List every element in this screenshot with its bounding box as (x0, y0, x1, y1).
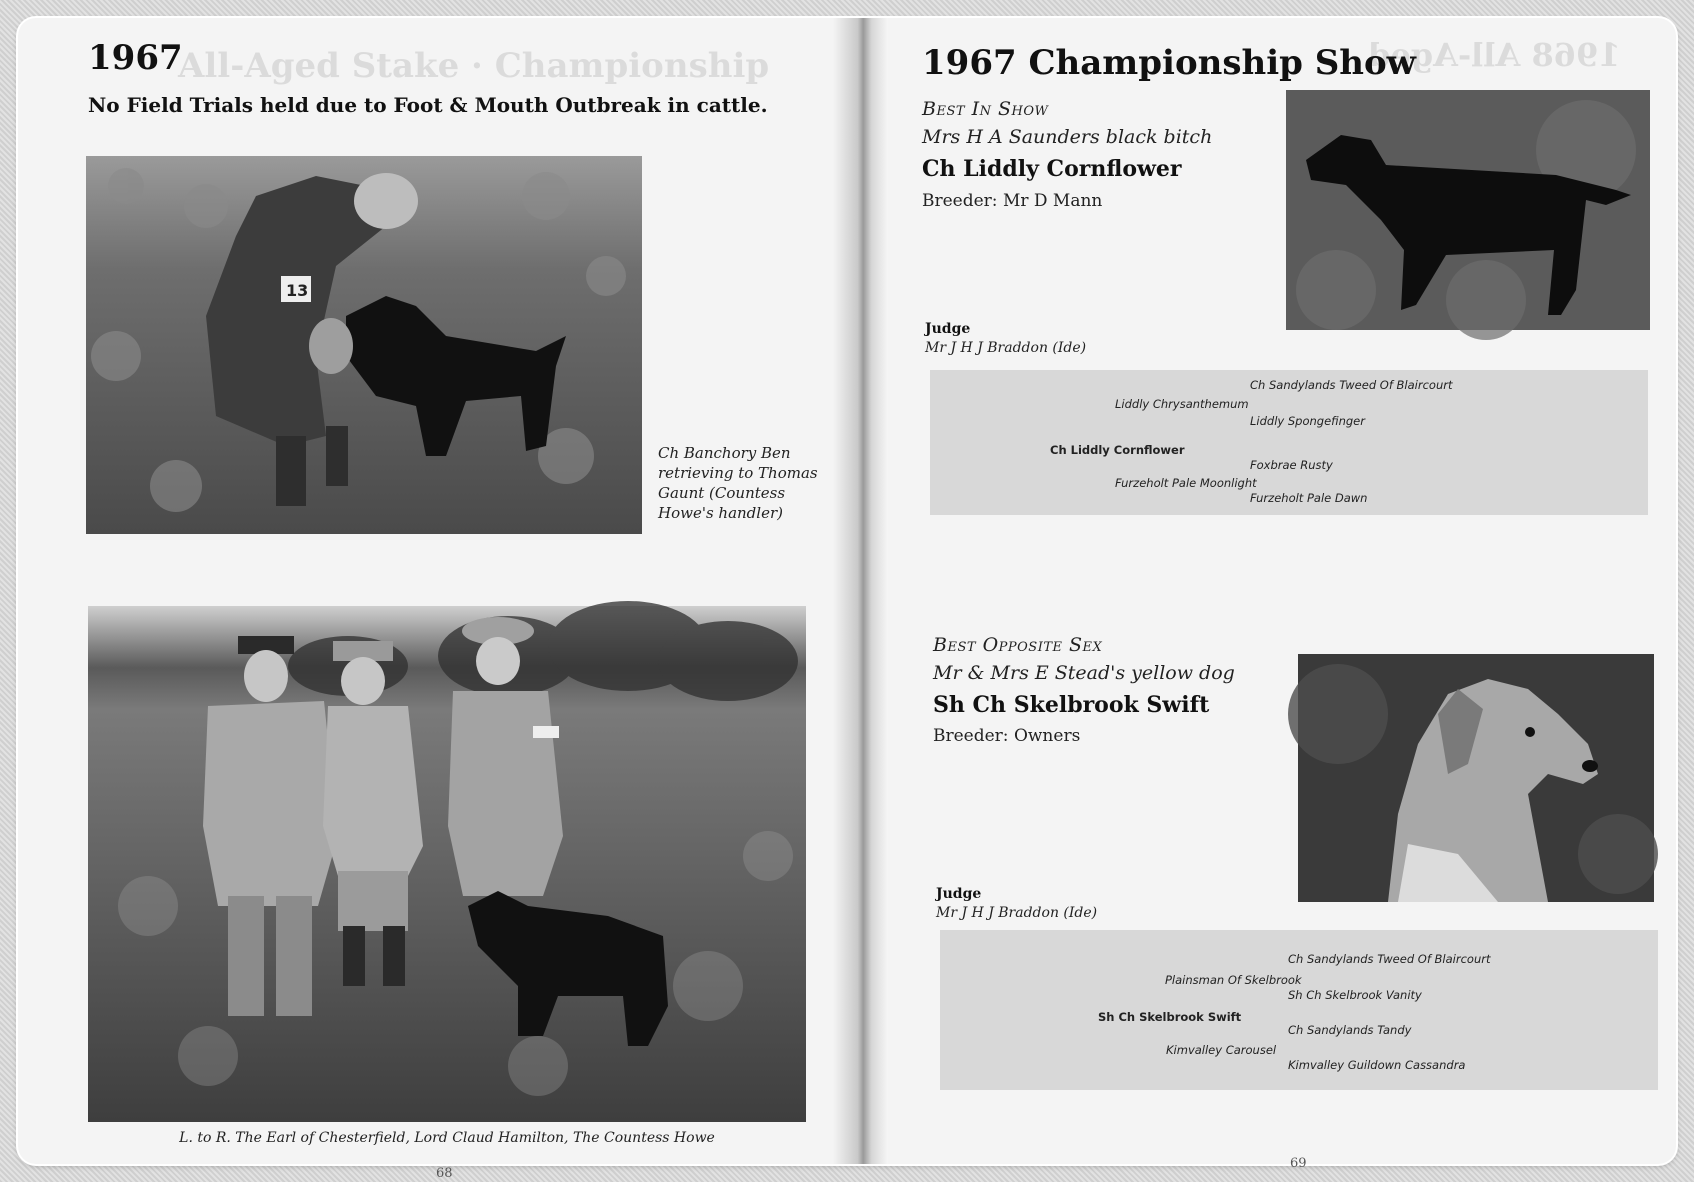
show-through-text: All-Aged Stake · Championship (178, 46, 770, 86)
judge-label: Judge (925, 321, 971, 337)
pedigree-subject: Ch Liddly Cornflower (1050, 443, 1185, 457)
pedigree-dam: Kimvalley Carousel (1166, 1043, 1277, 1057)
pedigree-sire-dam: Sh Ch Skelbrook Vanity (1288, 988, 1422, 1002)
judge-label: Judge (936, 886, 982, 902)
award-best-in-show: Best In Show (922, 98, 1049, 120)
pedigree-table-best-opposite-sex (940, 930, 1658, 1090)
award-best-opposite-sex: Best Opposite Sex (933, 634, 1103, 656)
photo2-caption: L. to R. The Earl of Chesterfield, Lord Claud Hamilton, The Countess Howe (179, 1130, 715, 1146)
pedigree-dam-sire: Foxbrae Rusty (1250, 458, 1333, 472)
page-number-right: 69 (1290, 1156, 1307, 1171)
photo-yellow-dog (1298, 654, 1654, 902)
pedigree-dam-sire: Ch Sandylands Tandy (1288, 1023, 1412, 1037)
caption-line: Ch Banchory Ben (658, 444, 791, 462)
owner-best-opposite-sex: Mr & Mrs E Stead's yellow dog (933, 662, 1235, 684)
dog-name-best-in-show: Ch Liddly Cornflower (922, 156, 1182, 182)
pedigree-sire: Liddly Chrysanthemum (1115, 397, 1249, 411)
pedigree-sire-dam: Liddly Spongefinger (1250, 414, 1365, 428)
field-trial-note: No Field Trials held due to Foot & Mouth Outbreak in cattle. (88, 93, 768, 117)
pedigree-sire-sire: Ch Sandylands Tweed Of Blaircourt (1250, 378, 1453, 392)
breeder-best-opposite-sex: Breeder: Owners (933, 726, 1081, 746)
pedigree-dam: Furzeholt Pale Moonlight (1115, 476, 1257, 490)
photo-dog-retrieving (86, 156, 642, 534)
photo1-caption (658, 443, 818, 523)
page-year-heading: 1967 (88, 38, 183, 78)
championship-title: 1967 Championship Show (922, 43, 1416, 83)
show-through-text: 1968 All-Aged (1368, 36, 1621, 74)
armband-number: 13 (286, 281, 309, 300)
dog-name-best-opposite-sex: Sh Ch Skelbrook Swift (933, 692, 1210, 718)
judge-name: Mr J H J Braddon (Ide) (936, 905, 1098, 921)
pedigree-table-best-in-show (930, 370, 1648, 515)
pedigree-dam-dam: Kimvalley Guildown Cassandra (1288, 1058, 1466, 1072)
caption-line: Howe's handler) (658, 504, 783, 522)
photo-black-dog (1286, 90, 1650, 330)
caption-line: Gaunt (Countess (658, 484, 786, 502)
pedigree-sire-sire: Ch Sandylands Tweed Of Blaircourt (1288, 952, 1491, 966)
pedigree-subject: Sh Ch Skelbrook Swift (1098, 1010, 1242, 1024)
book-gutter (833, 18, 888, 1164)
book-spread (18, 18, 1676, 1181)
photo-three-people (88, 606, 806, 1122)
judge-name: Mr J H J Braddon (Ide) (925, 340, 1087, 356)
breeder-best-in-show: Breeder: Mr D Mann (922, 191, 1103, 211)
pedigree-dam-dam: Furzeholt Pale Dawn (1250, 491, 1368, 505)
caption-line: retrieving to Thomas (658, 464, 818, 482)
page-number-left: 68 (436, 1166, 453, 1181)
pedigree-sire: Plainsman Of Skelbrook (1165, 973, 1302, 987)
owner-best-in-show: Mrs H A Saunders black bitch (922, 126, 1213, 148)
